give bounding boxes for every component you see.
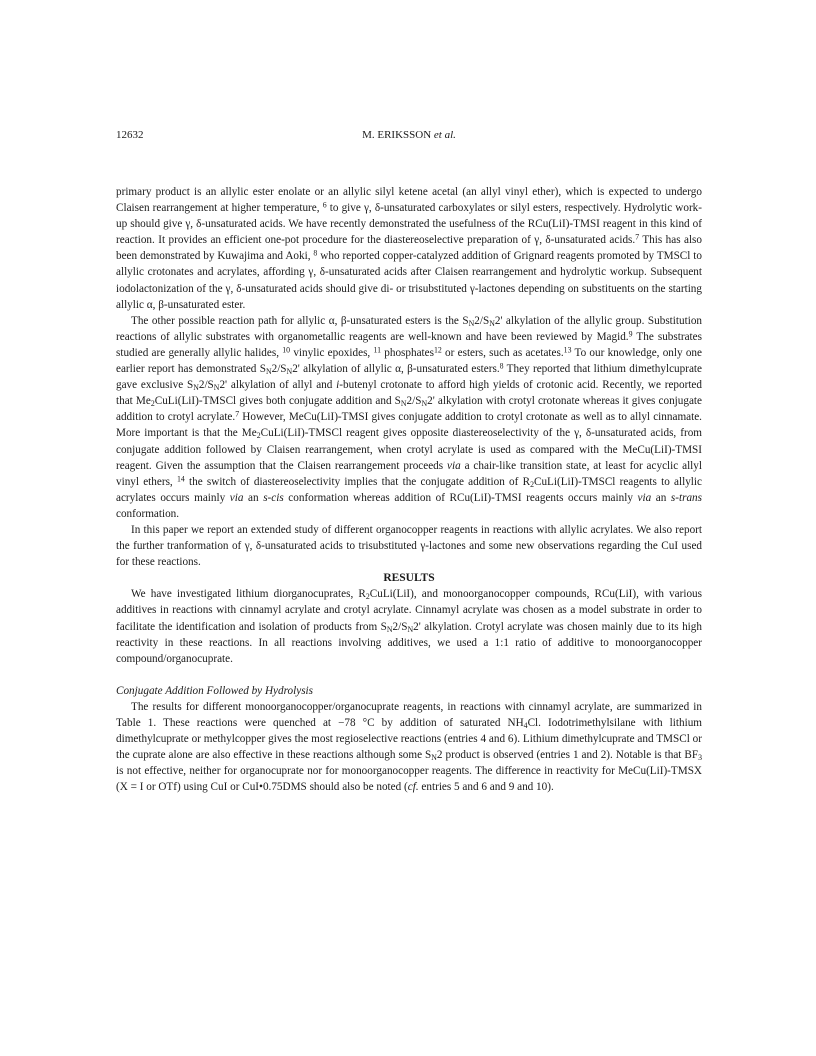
paragraph: The results for different monoorganocopper/organocuprate reagents, in reactions with cinnamyl acrylate, are summarized in Table 1. These reactions were quenched at −78 °C by addition of saturated $NH_4Cl$. Iodotrimethylsilane with lithium dimethylcuprate or methylcopper gives the most regioselective reactions (entries 4 and 6). Lithium dimethylcuprate and TMSCl or the cuprate alone are also effective in these reactions although some $S_N2$ product is observed (entries 1 and 2). Notable is that $BF_3$ is not effective, neither for organocuprate nor for monoorganocopper reagents. The difference in reactivity for MeCu(LiI)-TMSX (X = I or OTf) using CuI or CuI•0.75DMS should also be noted (cf. entries 5 and 6 and 9 and 10). — [116, 700, 702, 794]
paragraph: The other possible reaction path for allylic α, β-unsaturated esters is the $S_N2/S_N2'$ alkylation of the allylic group. Substitution reactions of allylic substrates with organometallic reagents are well-known and have been reviewed by Magid.$^9$ The substrates studied are generally allylic halides, $^{10}$ vinylic epoxides, $^{11}$ phosphates$^{12}$ or esters, such as acetates.$^{13}$ To our knowledge, only one earlier report has demonstrated $S_N2/S_N2'$ alkylation of allylic α, β-unsaturated esters.$^8$ They reported that lithium dimethylcuprate gave exclusive $S_N2/S_N2'$ alkylation of allyl and i-butenyl crotonate to afford high yields of crotonic acid. Recently, we reported that $Me_2CuLi(LiI)$-TMSCl gives both conjugate addition and $S_N2/S_N2'$ alkylation with crotyl crotonate whereas it gives conjugate addition to crotyl acrylate.$^7$ However, MeCu(LiI)-TMSI gives conjugate addition to crotyl crotonate as well as to allyl cinnamate. More important is that the $Me_2CuLi(LiI)$-TMSCl reagent gives opposite diastereoselectivity of the γ, δ-unsaturated acids, from conjugate addition followed by Claisen rearrangement, when crotyl acrylate is used as compared with the MeCu(LiI)-TMSI reagent. Given the assumption that the Claisen rearrangement proceeds via a chair-like transition state, at least for acyclic allyl vinyl ethers, $^{14}$ the switch of diastereoselectivity implies that the conjugate addition of $R_2CuLi(LiI)$-TMSCl reagents to allylic acrylates occurs mainly via an s-cis conformation whereas addition of RCu(LiI)-TMSI reagents occurs mainly via an s-trans conformation. — [116, 314, 703, 520]
subsection-heading: Conjugate Addition Followed by Hydrolysis — [116, 684, 314, 697]
running-header — [116, 127, 702, 143]
paragraph: We have investigated lithium diorganocuprates, $R_2CuLi(LiI)$, and monoorganocopper compounds, RCu(LiI), with various additives in reactions with cinnamyl acrylate and crotyl acrylate. Cinnamyl acrylate was chosen as a model substrate in order to facilitate the identification and isolation of products from $S_N2/S_N2'$ alkylation. Crotyl acrylate was chosen mainly due to its high reactivity in these reactions. In all reactions involving additives, we used a 1:1 ratio of additive to monoorganocopper compound/organocuprate. — [116, 588, 702, 665]
paragraph: primary product is an allylic ester enolate or an allylic silyl ketene acetal (an allyl vinyl ether), which is expected to undergo Claisen rearrangement at higher temperature, $^6$ to give γ, δ-unsaturated carboxylates or silyl esters, respectively. Hydrolytic work-up should give γ, δ-unsaturated acids. We have recently demonstrated the usefulness of the RCu(LiI)-TMSI reagent in this kind of reaction. It provides an efficient one-pot procedure for the diastereoselective preparation of γ, δ-unsaturated acids.$^7$ This has also been demonstrated by Kuwajima and Aoki, $^8$ who reported copper-catalyzed addition of Grignard reagents promoted by TMSCl to allylic crotonates and acrylates, affording γ, δ-unsaturated acids after Claisen rearrangement and hydrolytic workup. Subsequent iodolactonization of the γ, δ-unsaturated acids should give di- or trisubstituted γ-lactones depending on substituents on the starting allylic α, β-unsaturated ester. — [116, 186, 703, 311]
paragraph: In this paper we report an extended study of different organocopper reagents in reactions with allylic acrylates. We also report the further tranformation of γ, δ-unsaturated acids to trisubstituted γ-lactones and some new observations regarding the CuI used for these reactions. — [116, 523, 702, 569]
article-body — [116, 184, 702, 795]
page-number: 12632 — [116, 129, 144, 141]
running-header-authors: M. ERIKSSON et al. — [362, 129, 456, 141]
section-heading: RESULTS — [383, 572, 435, 585]
